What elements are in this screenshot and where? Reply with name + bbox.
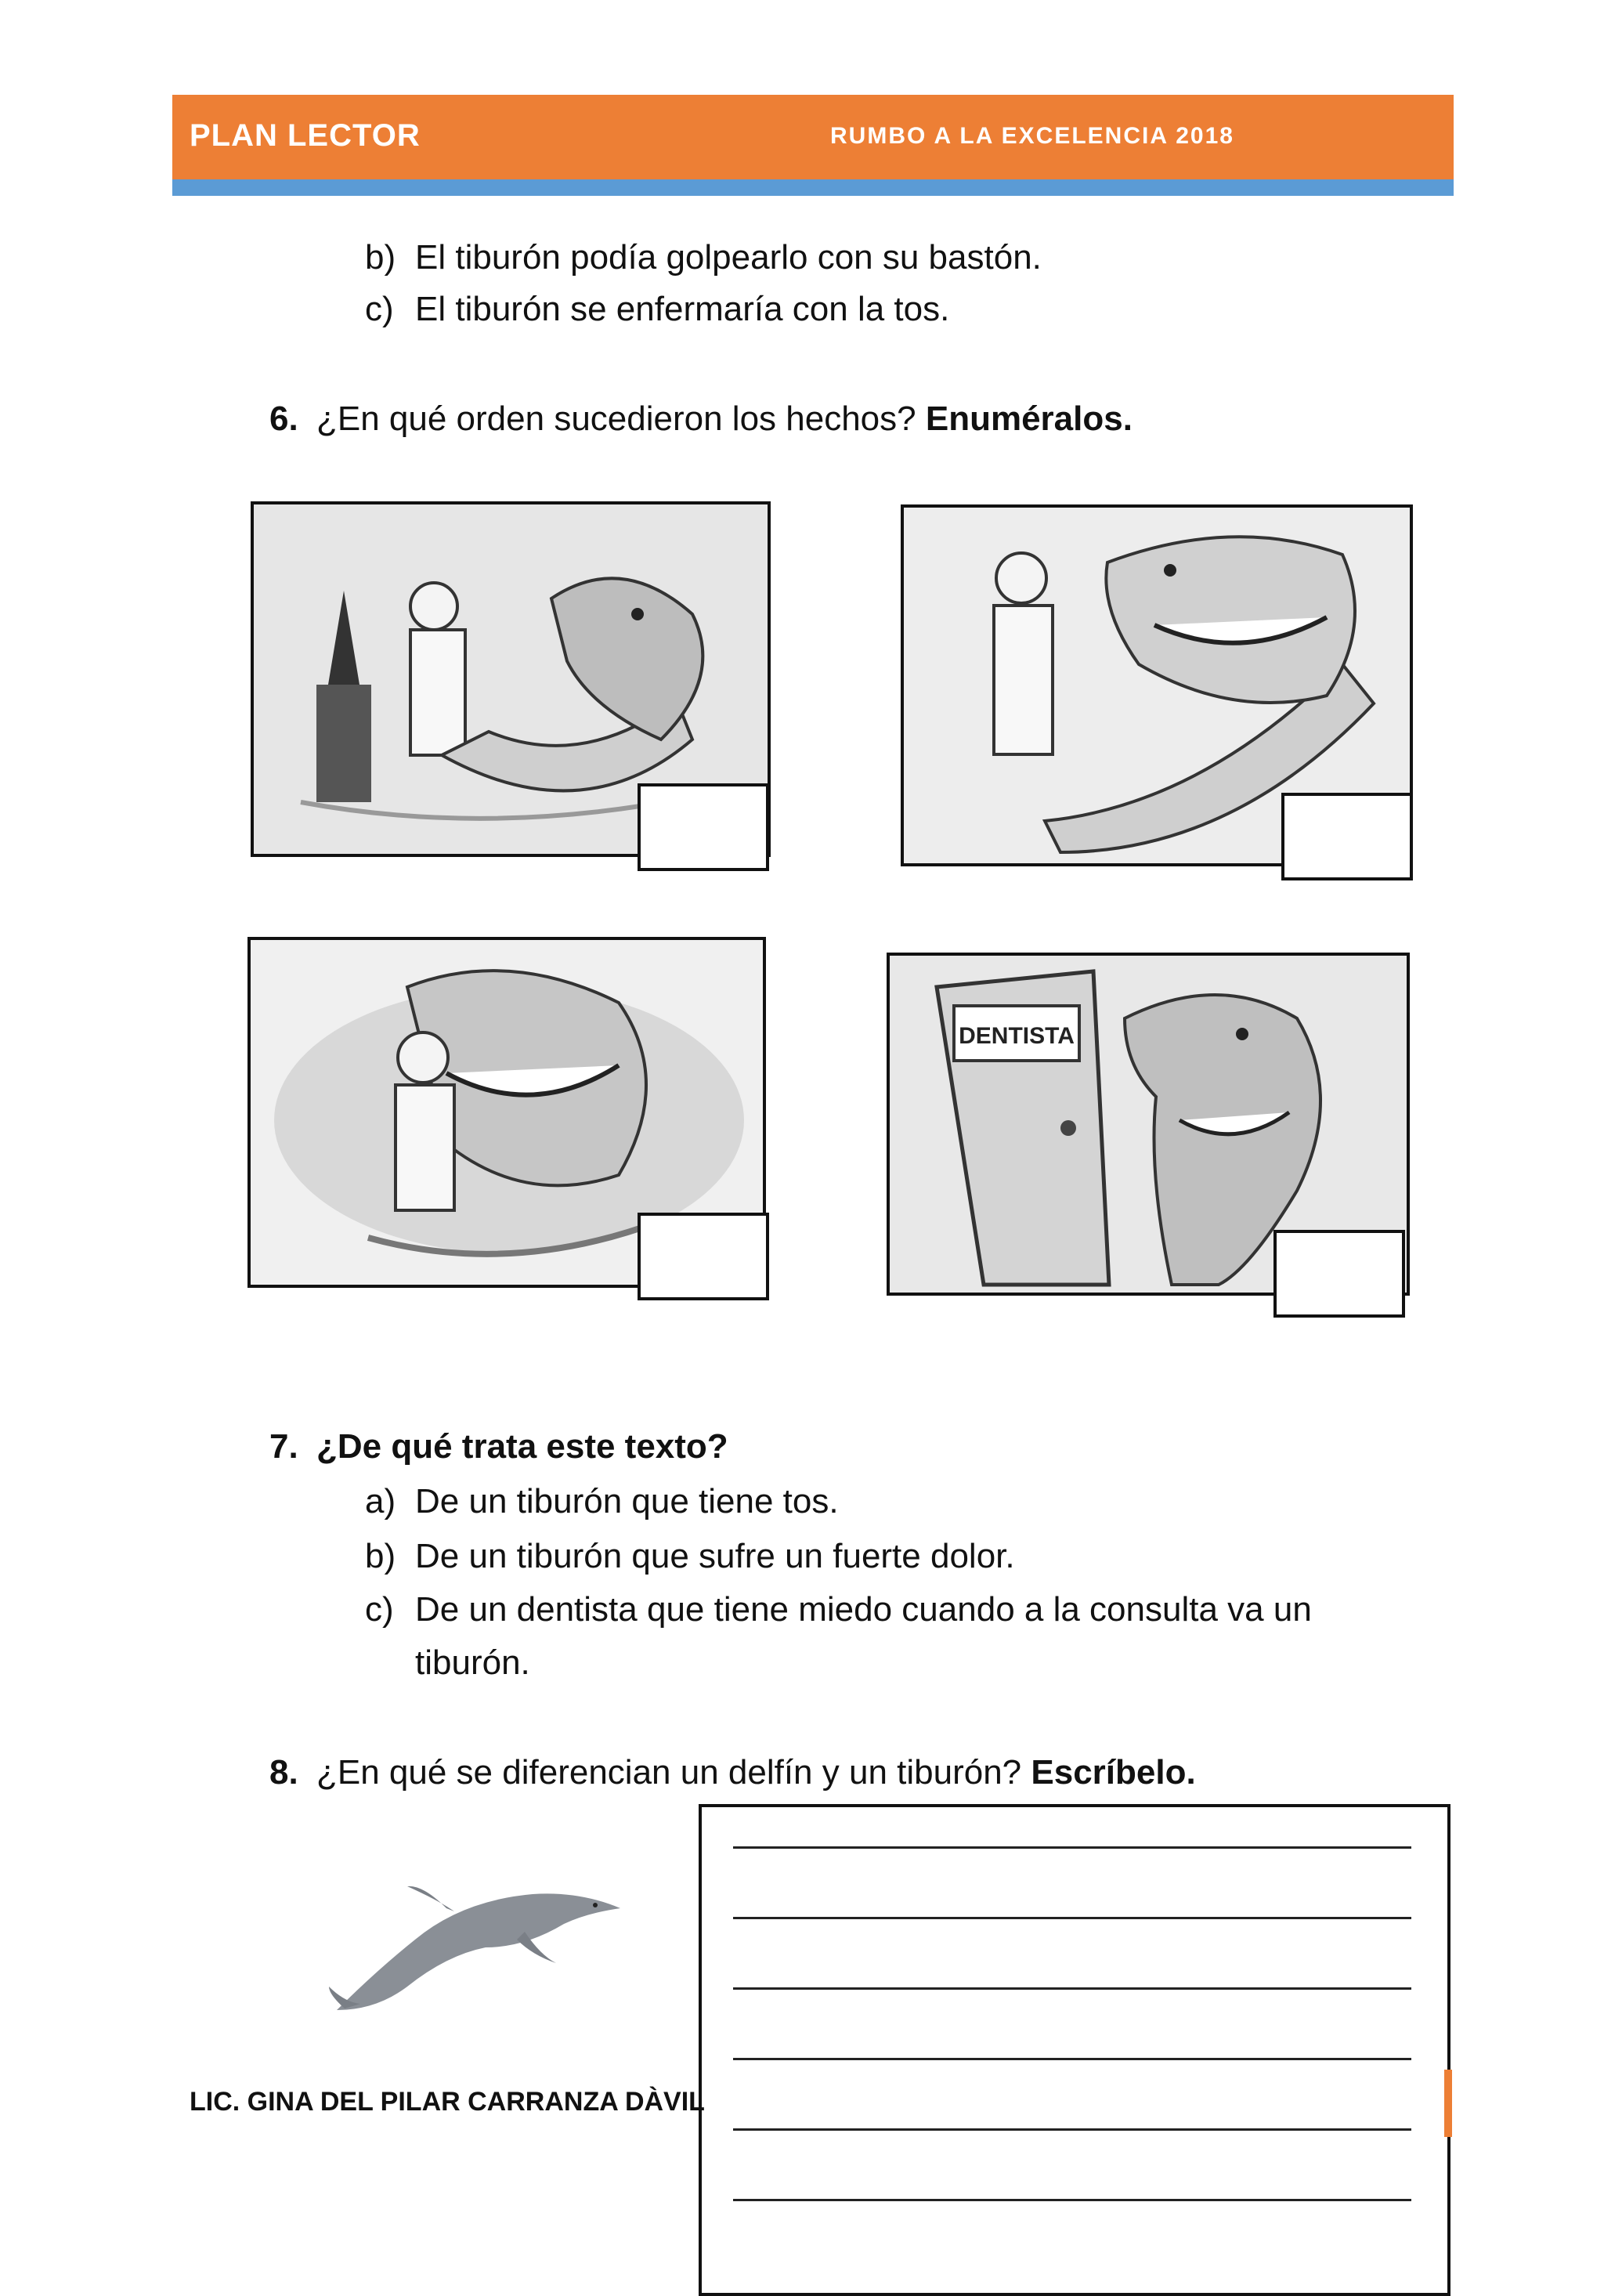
- writing-line: [733, 2199, 1411, 2201]
- q7-option-b-letter: b): [365, 1537, 396, 1575]
- order-number-box-4[interactable]: [1273, 1230, 1405, 1318]
- q8-question: [316, 1753, 1196, 1792]
- header-subtitle: RUMBO A LA EXCELENCIA 2018: [830, 123, 1234, 149]
- order-number-box-3[interactable]: [638, 1213, 769, 1300]
- q7-option-a-letter: a): [365, 1482, 396, 1520]
- writing-line: [733, 1846, 1411, 1849]
- q8-instruction: Escríbelo.: [1031, 1753, 1196, 1792]
- door-sign-text: DENTISTA: [959, 1023, 1075, 1049]
- header-bar: [172, 95, 1454, 179]
- q7-option-c-letter: c): [365, 1590, 394, 1629]
- q6-question: [316, 400, 1133, 439]
- q7-option-c-continuation: tiburón.: [415, 1643, 530, 1682]
- header-title: PLAN LECTOR: [190, 118, 421, 153]
- header-accent-strip: [172, 179, 1454, 196]
- q8-number: 8.: [269, 1753, 298, 1792]
- footer-accent-mark: [1444, 2070, 1452, 2137]
- q6-instruction: Enuméralos.: [925, 400, 1133, 438]
- q7-option-b-text: De un tiburón que sufre un fuerte dolor.: [415, 1537, 1015, 1575]
- dolphin-icon: [329, 1853, 627, 2018]
- q7-option-a-text: De un tiburón que tiene tos.: [415, 1482, 839, 1520]
- q5-option-c-letter: c): [365, 290, 394, 328]
- q7-question: ¿De qué trata este texto?: [316, 1427, 728, 1466]
- writing-line: [733, 1987, 1411, 1990]
- q8-question-text: ¿En qué se diferencian un delfín y un tiburón?: [316, 1753, 1022, 1792]
- q7-option-c-text: De un dentista que tiene miedo cuando a la consulta va un: [415, 1590, 1312, 1629]
- footer-author: LIC. GINA DEL PILAR CARRANZA DÀVIL: [190, 2087, 705, 2117]
- q6-question-text: ¿En qué orden sucedieron los hechos?: [316, 400, 916, 438]
- writing-line: [733, 2128, 1411, 2131]
- writing-line: [733, 1917, 1411, 1919]
- order-number-box-1[interactable]: [638, 783, 769, 871]
- answer-box[interactable]: [699, 1804, 1450, 2296]
- q6-number: 6.: [269, 400, 298, 438]
- order-number-box-2[interactable]: [1281, 793, 1413, 880]
- q7-number: 7.: [269, 1427, 298, 1466]
- q5-option-b-letter: b): [365, 238, 396, 277]
- q5-option-b-text: El tiburón podía golpearlo con su bastón.: [415, 238, 1042, 277]
- q5-option-c-text: El tiburón se enfermaría con la tos.: [415, 290, 950, 328]
- writing-line: [733, 2058, 1411, 2060]
